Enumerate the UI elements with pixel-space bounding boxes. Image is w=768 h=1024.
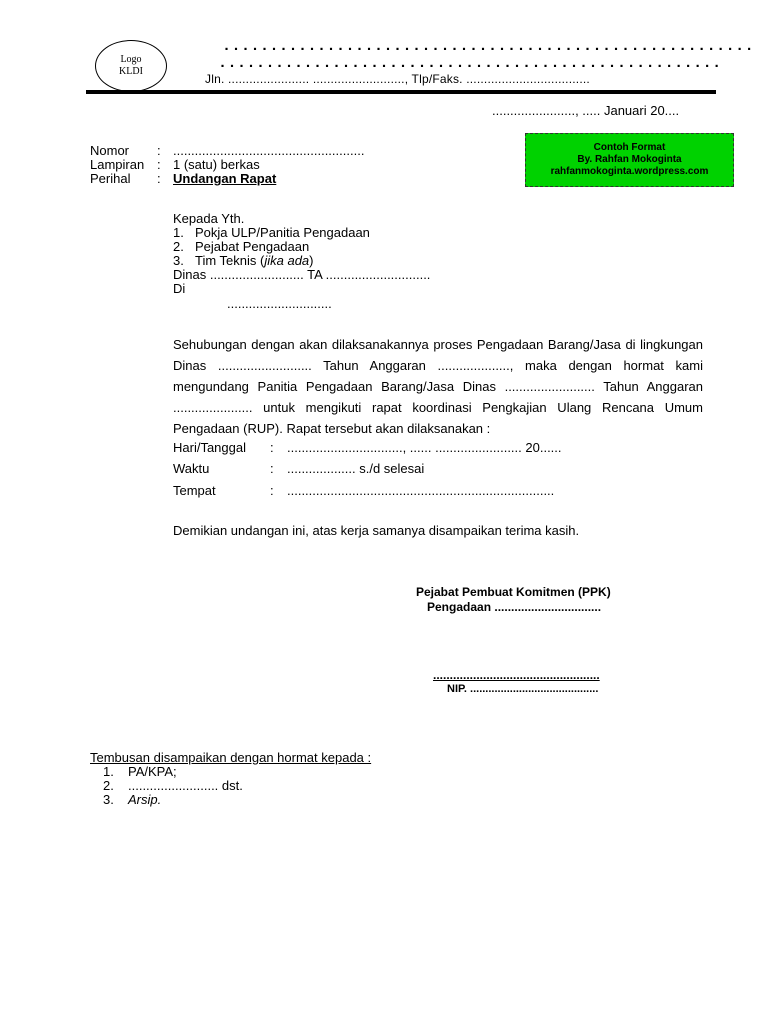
nomor-value: ..................................................... bbox=[173, 143, 365, 158]
addressee-item-2 bbox=[173, 240, 309, 254]
addressee-dinas: Dinas .......................... TA ............................. bbox=[173, 267, 431, 282]
detail-value-waktu: ................... s./d selesai bbox=[287, 461, 425, 476]
cc-item-3-num: 3. bbox=[103, 792, 114, 807]
nomor-label: Nomor bbox=[90, 143, 130, 158]
cc-item-2 bbox=[103, 778, 243, 793]
letterhead-address: Jln. ....................... .........................., Tlp/Faks. ................................... bbox=[205, 72, 590, 86]
signature-nip: NIP. .......................................... bbox=[447, 683, 599, 695]
detail-label-hari: Hari/Tanggal bbox=[173, 440, 246, 455]
letterhead-line-2: ..................................................... bbox=[218, 55, 722, 72]
addressee-item-3-prefix: Tim Teknis ( bbox=[195, 253, 265, 268]
stamp-line-1: Contoh Format bbox=[593, 142, 666, 153]
stamp-line-3: rahfanmokoginta.wordpress.com bbox=[550, 166, 709, 177]
cc-item-3 bbox=[103, 792, 161, 807]
nomor-colon: : bbox=[157, 143, 161, 158]
signature-title-2: Pengadaan ................................ bbox=[427, 600, 602, 614]
logo-placeholder bbox=[95, 40, 167, 92]
lampiran-value: 1 (satu) berkas bbox=[173, 157, 260, 172]
perihal-colon: : bbox=[157, 171, 161, 186]
detail-value-hari: ................................, ...... ........................ 20...... bbox=[287, 440, 562, 455]
addressee-greeting: Kepada Yth. bbox=[173, 211, 245, 226]
detail-label-waktu: Waktu bbox=[173, 461, 210, 476]
logo-text-line2: KLDI bbox=[119, 66, 143, 77]
perihal-value: Undangan Rapat bbox=[173, 171, 277, 186]
lampiran-label: Lampiran bbox=[90, 157, 145, 172]
cc-item-2-num: 2. bbox=[103, 778, 114, 793]
detail-value-tempat: .......................................................................... bbox=[287, 483, 555, 498]
detail-colon-tempat: : bbox=[270, 483, 274, 498]
cc-item-1 bbox=[103, 764, 177, 779]
letter-date: ......................., ..... Januari 20.... bbox=[492, 103, 680, 118]
cc-item-2-text: ......................... dst. bbox=[128, 778, 243, 793]
cc-title: Tembusan disampaikan dengan hormat kepada : bbox=[90, 750, 372, 765]
addressee-item-3-num: 3. bbox=[173, 253, 184, 268]
addressee-item-2-text: Pejabat Pengadaan bbox=[195, 239, 310, 254]
cc-item-3-text: Arsip. bbox=[128, 792, 162, 807]
addressee-item-1-num: 1. bbox=[173, 225, 184, 240]
addressee-item-3 bbox=[173, 254, 314, 268]
letterhead-line-1: ........................................................ bbox=[222, 38, 755, 55]
detail-colon-waktu: : bbox=[270, 461, 274, 476]
addressee-item-1-text: Pokja ULP/Panitia Pengadaan bbox=[195, 225, 370, 240]
body-paragraph: Sehubungan dengan akan dilaksanakannya proses Pengadaan Barang/Jasa di lingkungan Dinas .......................... Tahun Anggaran ...................., maka dengan hormat kami mengundang Panitia Pengadaan Barang/Jasa Dinas ......................... Tahun Anggaran ...................... untuk mengikuti rapat koordinasi Pengkajian Ulang Rencana Umum Pengadaan (RUP). Rapat tersebut akan dilaksanakan : bbox=[173, 337, 703, 436]
detail-colon-hari: : bbox=[270, 440, 274, 455]
letterhead-rule bbox=[86, 90, 716, 94]
addressee-di-place: ............................. bbox=[227, 296, 332, 311]
signature-name: .................................................. bbox=[433, 668, 600, 682]
addressee-item-3-italic: jika ada bbox=[264, 253, 310, 268]
signature-title-1: Pejabat Pembuat Komitmen (PPK) bbox=[416, 585, 611, 599]
addressee-item-1 bbox=[173, 226, 370, 240]
addressee-item-3-suffix: ) bbox=[309, 253, 314, 268]
closing-sentence: Demikian undangan ini, atas kerja samanya disampaikan terima kasih. bbox=[173, 523, 580, 538]
perihal-label: Perihal bbox=[90, 171, 131, 186]
logo-text-line1: Logo bbox=[120, 54, 142, 65]
detail-label-tempat: Tempat bbox=[173, 483, 216, 498]
stamp-line-2: By. Rahfan Mokoginta bbox=[577, 154, 682, 165]
addressee-item-2-num: 2. bbox=[173, 239, 184, 254]
cc-item-1-text: PA/KPA; bbox=[128, 764, 177, 779]
cc-item-1-num: 1. bbox=[103, 764, 114, 779]
format-stamp bbox=[525, 133, 734, 187]
lampiran-colon: : bbox=[157, 157, 161, 172]
addressee-di: Di bbox=[173, 281, 186, 296]
